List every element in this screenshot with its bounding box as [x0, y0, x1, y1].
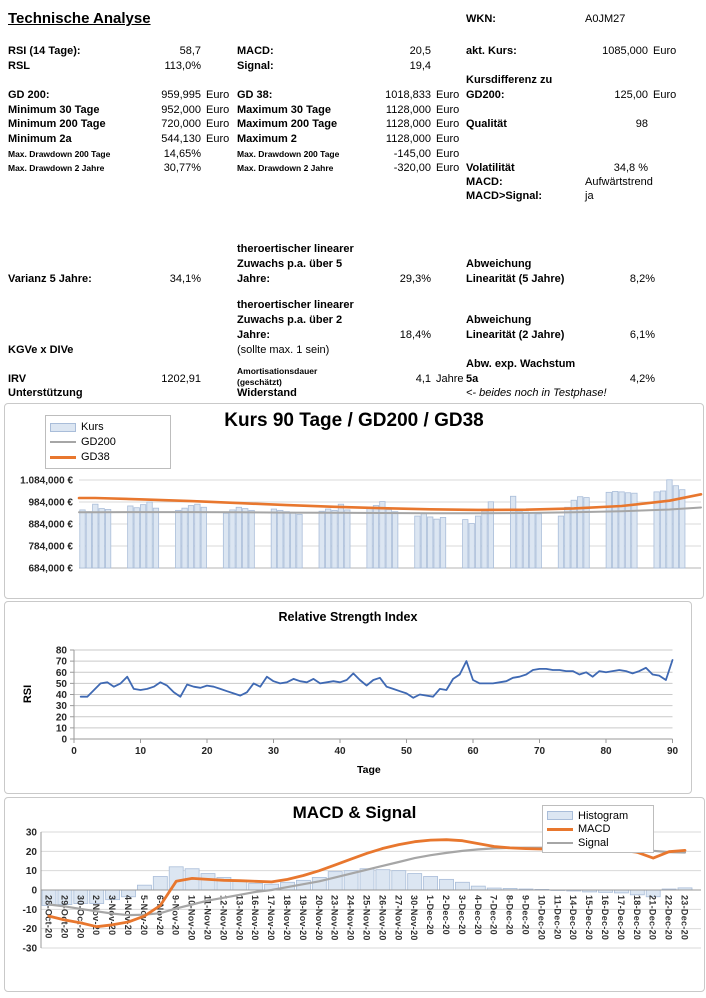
gd200-label: GD 200: — [8, 89, 50, 101]
histogram-bar-swatch-icon — [547, 811, 573, 820]
chart-rsi — [4, 601, 692, 794]
max2-label: Maximum 2 — [237, 133, 297, 145]
gd200-unit: Euro — [206, 89, 230, 101]
legend-label: Histogram — [578, 809, 629, 822]
max2-value: 1128,000 — [385, 133, 431, 145]
svg-text:15-Dec-20: 15-Dec-20 — [584, 895, 595, 941]
svg-text:22-Dec-20: 22-Dec-20 — [663, 895, 674, 941]
svg-text:1-Dec-20: 1-Dec-20 — [425, 895, 436, 935]
legend-item-signal — [547, 837, 649, 849]
qualitaet-label: Qualität — [466, 118, 507, 130]
signal-value: 19,4 — [409, 60, 431, 72]
svg-text:30: 30 — [267, 746, 280, 757]
svg-text:0: 0 — [61, 734, 67, 746]
sollte-label: (sollte max. 1 sein) — [237, 344, 330, 356]
legend-label: GD38 — [81, 451, 110, 463]
svg-text:20-Nov-20: 20-Nov-20 — [313, 895, 324, 941]
zuwachs5-line1: theroertischer linearer — [237, 243, 354, 255]
svg-text:18-Dec-20: 18-Dec-20 — [631, 895, 642, 941]
svg-text:10: 10 — [55, 723, 67, 735]
dd2j-label: Max. Drawdown 2 Jahre — [8, 163, 105, 173]
svg-text:21-Dec-20: 21-Dec-20 — [647, 895, 658, 941]
gd38-label: GD 38: — [237, 89, 273, 101]
kgve-label: KGVe x DIVe — [8, 344, 74, 356]
max30-label: Maximum 30 Tage — [237, 104, 331, 116]
dd2jr-label: Max. Drawdown 2 Jahre — [237, 163, 334, 173]
amort-unit: Jahre — [436, 373, 464, 385]
svg-text:2-Dec-20: 2-Dec-20 — [441, 895, 451, 935]
rsi-value: 58,7 — [179, 45, 201, 57]
min200-value: 720,000 — [161, 118, 201, 130]
svg-text:40: 40 — [55, 690, 67, 701]
svg-text:784,000 €: 784,000 € — [28, 541, 73, 553]
svg-text:50: 50 — [400, 746, 413, 757]
svg-text:6-Nov-20: 6-Nov-20 — [154, 895, 165, 936]
min2a-label: Minimum 2a — [8, 133, 72, 145]
svg-text:18-Nov-20: 18-Nov-20 — [282, 895, 292, 941]
svg-text:-20: -20 — [22, 924, 37, 936]
fivea-value: 4,2% — [629, 373, 655, 385]
akt-kurs-unit: Euro — [653, 45, 677, 57]
svg-text:0: 0 — [31, 885, 37, 897]
macd-value: 20,5 — [409, 45, 431, 57]
gd38-line-swatch-icon — [50, 456, 76, 459]
svg-text:16-Dec-20: 16-Dec-20 — [600, 895, 610, 941]
rsi-y-axis-label: RSI — [22, 684, 35, 704]
chart-kurs — [4, 403, 704, 599]
qualitaet-value: 98 — [635, 118, 648, 130]
signal-line-swatch-icon — [547, 842, 573, 844]
macd-trend-label: MACD: — [466, 176, 503, 188]
max200-value: 1128,000 — [385, 118, 431, 130]
volatilitaet-label: Volatilität — [466, 162, 515, 174]
kursdiff-line1: Kursdifferenz zu — [466, 74, 553, 86]
svg-text:30: 30 — [55, 701, 67, 713]
legend-item-gd200 — [50, 436, 166, 448]
svg-text:30-Nov-20: 30-Nov-20 — [409, 895, 420, 941]
chart-kurs-legend — [45, 415, 171, 469]
svg-text:70: 70 — [55, 656, 67, 668]
min200-unit: Euro — [206, 118, 230, 130]
svg-text:684,000 €: 684,000 € — [28, 563, 73, 575]
svg-text:30: 30 — [25, 827, 37, 839]
legend-label: Signal — [578, 836, 609, 849]
macd-line-swatch-icon — [547, 828, 573, 831]
min2a-value: 544,130 — [161, 133, 201, 145]
signal-label: Signal: — [237, 60, 274, 72]
svg-text:10: 10 — [25, 866, 37, 878]
svg-text:0: 0 — [71, 746, 77, 757]
svg-text:26-Nov-20: 26-Nov-20 — [377, 895, 388, 941]
chart-macd-title: MACD & Signal — [292, 803, 417, 822]
rsi-plot — [5, 602, 691, 793]
abw5-line2: Linearität (5 Jahre) — [466, 273, 565, 285]
svg-text:4-Dec-20: 4-Dec-20 — [472, 895, 483, 935]
svg-text:10-Dec-20: 10-Dec-20 — [536, 895, 547, 941]
amort-line2: (geschätzt) — [237, 377, 282, 387]
legend-label: GD200 — [81, 436, 116, 448]
rsi-x-axis-label: Tage — [357, 764, 381, 776]
svg-text:30-Oct-20: 30-Oct-20 — [75, 895, 86, 939]
svg-text:23-Nov-20: 23-Nov-20 — [329, 895, 340, 941]
max30-unit: Euro — [436, 104, 460, 116]
min200-label: Minimum 200 Tage — [8, 118, 106, 130]
testphase-note: <- beides noch in Testphase! — [466, 387, 607, 399]
gd38-value: 1018,833 — [385, 89, 431, 101]
kurs-bar-swatch-icon — [50, 423, 76, 432]
rsl-label: RSL — [8, 60, 30, 72]
svg-text:10: 10 — [134, 746, 147, 757]
dd2j-value: 30,77% — [163, 162, 201, 174]
chart-macd — [4, 797, 705, 992]
zuwachs5-line3: Jahre: — [237, 273, 271, 285]
svg-text:23-Dec-20: 23-Dec-20 — [679, 895, 690, 941]
svg-text:12-Nov-20: 12-Nov-20 — [218, 895, 229, 941]
dd200r-value: -145,00 — [393, 148, 431, 160]
rsi-label: RSI (14 Tage): — [8, 45, 81, 57]
legend-item-macd — [547, 823, 649, 835]
svg-text:11-Dec-20: 11-Dec-20 — [552, 895, 563, 940]
dd200r-label: Max. Drawdown 200 Tage — [237, 149, 340, 159]
svg-text:90: 90 — [666, 746, 679, 757]
fivea-label: 5a — [466, 373, 479, 385]
widerstand-label: Widerstand — [237, 387, 297, 399]
irv-value: 1202,91 — [161, 373, 201, 385]
kursdiff-value: 125,00 — [614, 89, 648, 101]
zuwachs2-value: 18,4% — [399, 329, 431, 341]
macd-signal-label: MACD>Signal: — [466, 190, 543, 202]
svg-text:13-Nov-20: 13-Nov-20 — [234, 895, 245, 941]
abw2-line1: Abweichung — [466, 314, 532, 326]
gd200-line-swatch-icon — [50, 441, 76, 443]
abw2-line2: Linearität (2 Jahre) — [466, 329, 565, 341]
svg-text:17-Nov-20: 17-Nov-20 — [266, 895, 277, 941]
svg-text:9-Nov-20: 9-Nov-20 — [170, 895, 181, 936]
svg-text:7-Dec-20: 7-Dec-20 — [488, 895, 499, 935]
svg-text:984,000 €: 984,000 € — [28, 497, 73, 509]
zuwachs5-line2: Zuwachs p.a. über 5 — [237, 258, 343, 270]
svg-text:20: 20 — [201, 746, 213, 757]
min30-unit: Euro — [206, 104, 230, 116]
kursdiff-unit: Euro — [653, 89, 677, 101]
svg-text:2-Nov-20: 2-Nov-20 — [91, 895, 102, 936]
volatilitaet-value: 34,8 % — [613, 162, 648, 174]
max200-label: Maximum 200 Tage — [237, 118, 338, 130]
legend-label: Kurs — [81, 421, 104, 433]
min30-label: Minimum 30 Tage — [8, 104, 100, 116]
svg-text:16-Nov-20: 16-Nov-20 — [250, 895, 261, 941]
abw5-value: 8,2% — [629, 273, 655, 285]
amort-line1: Amortisationsdauer — [237, 366, 318, 376]
chart-macd-legend — [542, 805, 654, 853]
svg-text:20: 20 — [25, 846, 37, 858]
macd-label: MACD: — [237, 45, 274, 57]
svg-text:884,000 €: 884,000 € — [28, 519, 73, 531]
chart-kurs-title: Kurs 90 Tage / GD200 / GD38 — [224, 410, 484, 431]
legend-item-histogram — [547, 810, 649, 822]
svg-text:19-Nov-20: 19-Nov-20 — [297, 895, 308, 941]
svg-text:4-Nov-20: 4-Nov-20 — [123, 895, 133, 936]
legend-item-gd38 — [50, 451, 166, 463]
kursdiff-label: GD200: — [466, 89, 505, 101]
svg-text:9-Dec-20: 9-Dec-20 — [520, 895, 531, 935]
akt-kurs-label: akt. Kurs: — [466, 45, 517, 57]
svg-text:27-Nov-20: 27-Nov-20 — [393, 895, 404, 941]
varianz-label: Varianz 5 Jahre: — [8, 273, 92, 285]
macd-trend-value: Aufwärtstrend — [585, 176, 653, 188]
svg-text:11-Nov-20: 11-Nov-20 — [202, 895, 213, 941]
svg-text:80: 80 — [55, 645, 67, 657]
min2a-unit: Euro — [206, 133, 230, 145]
svg-text:10-Nov-20: 10-Nov-20 — [186, 895, 197, 941]
svg-text:17-Dec-20: 17-Dec-20 — [615, 895, 626, 941]
unterstuetzung-label: Unterstützung — [8, 387, 83, 399]
svg-text:3-Dec-20: 3-Dec-20 — [456, 895, 467, 935]
svg-text:5-Nov-20: 5-Nov-20 — [138, 895, 149, 936]
wkn-label: WKN: — [466, 13, 496, 25]
max30-value: 1128,000 — [385, 104, 431, 116]
abw2-value: 6,1% — [629, 329, 655, 341]
dd200-value: 14,65% — [163, 148, 201, 160]
svg-text:24-Nov-20: 24-Nov-20 — [345, 895, 356, 941]
svg-text:8-Dec-20: 8-Dec-20 — [504, 895, 515, 935]
zuwachs2-line2: Zuwachs p.a. über 2 — [237, 314, 343, 326]
dd200r-unit: Euro — [436, 148, 460, 160]
max2-unit: Euro — [436, 133, 460, 145]
svg-text:20: 20 — [55, 712, 67, 724]
svg-text:29-Oct-20: 29-Oct-20 — [59, 895, 70, 939]
chart-rsi-title: Relative Strength Index — [278, 610, 418, 624]
zuwachs2-line1: theroertischer linearer — [237, 299, 354, 311]
svg-text:28-Oct-20: 28-Oct-20 — [43, 895, 54, 939]
svg-text:-10: -10 — [22, 904, 37, 916]
gd38-unit: Euro — [436, 89, 460, 101]
zuwachs2-line3: Jahre: — [237, 329, 271, 341]
abw5-line1: Abweichung — [466, 258, 532, 270]
svg-text:70: 70 — [533, 746, 546, 757]
legend-label: MACD — [578, 823, 611, 835]
svg-text:-30: -30 — [22, 943, 37, 955]
svg-text:3-Nov-20: 3-Nov-20 — [107, 895, 118, 936]
irv-label: IRV — [8, 373, 27, 385]
abw-exp-label: Abw. exp. Wachstum — [466, 358, 576, 370]
zuwachs5-value: 29,3% — [399, 273, 431, 285]
gd200-value: 959,995 — [161, 89, 201, 101]
wkn-value: A0JM27 — [585, 13, 626, 25]
dd200-label: Max. Drawdown 200 Tage — [8, 149, 111, 159]
page-title: Technische Analyse — [8, 10, 151, 27]
akt-kurs-value: 1085,000 — [602, 45, 648, 57]
dd2jr-unit: Euro — [436, 162, 460, 174]
legend-item-kurs — [50, 421, 166, 433]
svg-text:1.084,000 €: 1.084,000 € — [20, 475, 73, 487]
svg-text:40: 40 — [334, 746, 346, 757]
svg-text:80: 80 — [600, 746, 612, 757]
macd-signal-value: ja — [585, 190, 594, 202]
min30-value: 952,000 — [161, 104, 201, 116]
svg-text:50: 50 — [55, 678, 67, 690]
svg-text:60: 60 — [55, 667, 67, 679]
svg-text:60: 60 — [467, 746, 479, 757]
svg-text:14-Dec-20: 14-Dec-20 — [568, 895, 579, 941]
amort-value: 4,1 — [415, 373, 431, 385]
rsl-value: 113,0% — [164, 60, 201, 72]
svg-text:25-Nov-20: 25-Nov-20 — [361, 895, 372, 941]
dd2jr-value: -320,00 — [393, 162, 431, 174]
varianz-value: 34,1% — [169, 273, 201, 285]
max200-unit: Euro — [436, 118, 460, 130]
